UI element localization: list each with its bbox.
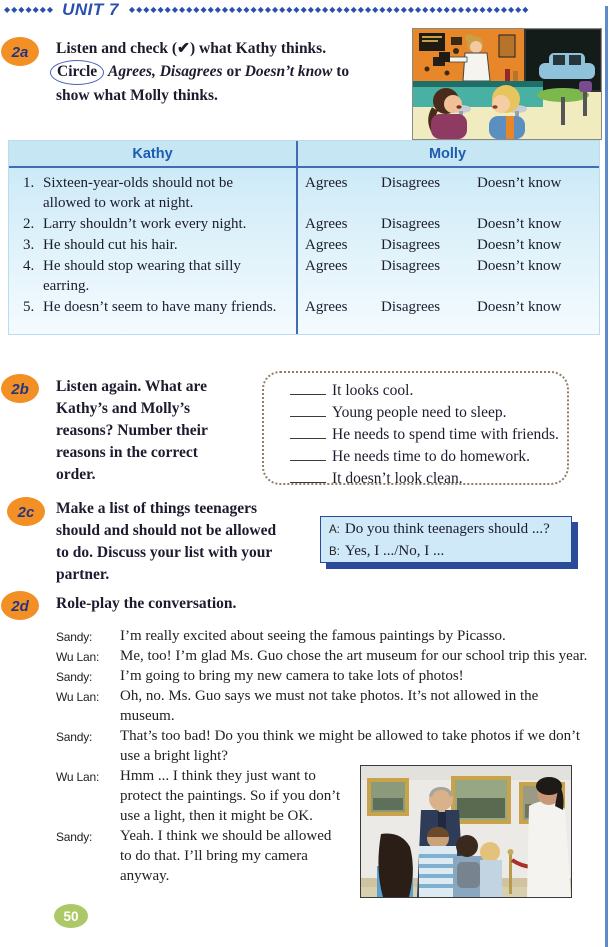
table-column-divider — [296, 141, 298, 334]
option-doesnt-know: Doesn’t know — [477, 216, 562, 232]
section-2b-instructions: Listen again. What are Kathy’s and Molly’s reasons? Number their reasons in the correct order. — [56, 378, 208, 483]
option-disagrees: Disagrees — [381, 175, 441, 191]
speech-text: Oh, no. Ms. Guo says we must not take photos. It’s not allowed in the museum. — [120, 688, 539, 724]
reason-item: Young people need to sleep. — [290, 402, 561, 424]
option-disagrees: Disagrees — [381, 299, 441, 315]
column-header-kathy: Kathy — [132, 145, 173, 162]
statement: Sixteen-year-olds should not be allowed to work at night. — [43, 175, 234, 211]
table-row: 2. Larry shouldn’t work every night. Agrees Disagrees Doesn’t know — [9, 214, 599, 234]
speaker-name: Wu Lan: — [56, 650, 100, 664]
option-agrees: Agrees — [305, 299, 348, 315]
speech-text: I’m going to bring my new camera to take lots of photos! — [120, 668, 464, 684]
pairwork-dialog-box — [320, 516, 572, 563]
speech-text: That’s too bad! Do you think we might be allowed to take photos if we don’t use a bright light? — [120, 728, 581, 764]
speech-text: Hmm ... I think they just want to protect the paintings. So if you don’t use a light, then it might be OK. — [120, 768, 341, 824]
section-2a-instructions — [56, 38, 421, 107]
s2a-line3: show what Molly thinks. — [56, 87, 218, 104]
speaker-name: Wu Lan: — [56, 770, 100, 784]
conversation-entry — [56, 686, 593, 726]
page-number: 50 — [63, 908, 79, 924]
museum-photo — [360, 765, 572, 898]
reason-item: He needs time to do homework. — [290, 446, 561, 468]
conversation-entry — [56, 666, 593, 686]
speaker-a: A: — [329, 524, 340, 536]
reasons-box — [262, 371, 569, 485]
speaker-name: Sandy: — [56, 630, 93, 644]
section-2a-badge — [1, 37, 39, 66]
statement: He should cut his hair. — [43, 237, 178, 253]
table-row: 1. Sixteen-year-olds should not be allowed to work at night. Agrees Disagrees Doesn’t know — [9, 173, 599, 213]
table-header-row — [9, 141, 599, 168]
speech-text: I’m really excited about seeing the famous paintings by Picasso. — [120, 628, 506, 644]
page-edge-line — [605, 6, 608, 947]
section-2d-instructions: Role-play the conversation. — [56, 595, 237, 612]
speaker-name: Wu Lan: — [56, 690, 100, 704]
reason-item: It looks cool. — [290, 380, 561, 402]
speech-text: Yeah. I think we should be allowed to do that. I’ll bring my camera anyway. — [120, 828, 332, 884]
option-agrees: Agrees — [305, 258, 348, 274]
section-2c-label: 2c — [17, 503, 35, 521]
unit-title: UNIT 7 — [62, 2, 119, 18]
table-row: 3. He should cut his hair. Agrees Disagrees Doesn’t know — [9, 235, 599, 255]
option-doesnt-know: Doesn’t know — [477, 175, 562, 191]
speaker-name: Sandy: — [56, 670, 93, 684]
statement: He should stop wearing that silly earring. — [43, 258, 241, 294]
option-disagrees: Disagrees — [381, 216, 441, 232]
s2a-line2: Circle Agrees, Disagrees or Doesn’t know to — [56, 60, 421, 85]
listening-table — [8, 140, 600, 335]
option-agrees: Agrees — [305, 237, 348, 253]
reason-item: He needs to spend time with friends. — [290, 424, 561, 446]
option-doesnt-know: Doesn’t know — [477, 299, 562, 315]
speech-text: Me, too! I’m glad Ms. Guo chose the art museum for our school trip this year. — [120, 648, 588, 664]
dialog-line-b: B: Yes, I .../No, I ... — [329, 541, 563, 563]
cafe-illustration — [412, 28, 602, 140]
s2a-line1: Listen and check (✔) what Kathy thinks. — [56, 40, 327, 57]
option-doesnt-know: Doesn’t know — [477, 237, 562, 253]
answer-blank[interactable] — [290, 381, 326, 395]
answer-blank[interactable] — [290, 447, 326, 461]
speaker-name: Sandy: — [56, 730, 93, 744]
speaker-name: Sandy: — [56, 830, 93, 844]
page-number-badge — [54, 904, 88, 928]
speaker-b: B: — [329, 546, 340, 558]
option-doesnt-know: Doesn’t know — [477, 258, 562, 274]
reason-item: It doesn’t look clean. — [290, 468, 561, 490]
conversation-entry — [56, 626, 593, 646]
section-2c-badge — [7, 497, 45, 526]
option-disagrees: Disagrees — [381, 258, 441, 274]
check-mark: ✔ — [177, 40, 190, 57]
conversation-entry — [56, 646, 593, 666]
statement: Larry shouldn’t work every night. — [43, 216, 247, 232]
table-row: 5. He doesn’t seem to have many friends. Agrees Disagrees Doesn’t know — [9, 297, 599, 317]
section-2a-label: 2a — [11, 43, 29, 61]
section-2c-instructions: Make a list of things teenagers should and should not be allowed to do. Discuss your list with your partner. — [56, 500, 277, 583]
option-agrees: Agrees — [305, 175, 348, 191]
table-row: 4. He should stop wearing that silly earring. Agrees Disagrees Doesn’t know — [9, 256, 599, 296]
option-agrees: Agrees — [305, 216, 348, 232]
header-dots-left: ◆◆◆◆◆◆◆ — [4, 5, 55, 14]
table-body — [9, 168, 599, 334]
unit-header — [4, 2, 610, 18]
section-2d-label: 2d — [11, 597, 29, 615]
column-header-molly: Molly — [428, 145, 467, 162]
statement: He doesn’t seem to have many friends. — [43, 299, 277, 315]
answer-blank[interactable] — [290, 425, 326, 439]
answer-blank[interactable] — [290, 403, 326, 417]
section-2d-badge — [1, 591, 39, 620]
header-dots-right: ◆◆◆◆◆◆◆◆◆◆◆◆◆◆◆◆◆◆◆◆◆◆◆◆◆◆◆◆◆◆◆◆◆◆◆◆◆◆◆◆◆◆◆◆◆◆◆◆◆◆◆◆◆◆◆◆ — [128, 5, 530, 14]
answer-blank[interactable] — [290, 469, 326, 483]
dialog-line-a: A: Do you think teenagers should ...? — [329, 519, 563, 541]
section-2b-label: 2b — [11, 380, 29, 398]
section-2b-badge — [1, 374, 39, 403]
conversation-entry — [56, 726, 593, 766]
option-disagrees: Disagrees — [381, 237, 441, 253]
circled-word: Circle — [50, 60, 104, 85]
